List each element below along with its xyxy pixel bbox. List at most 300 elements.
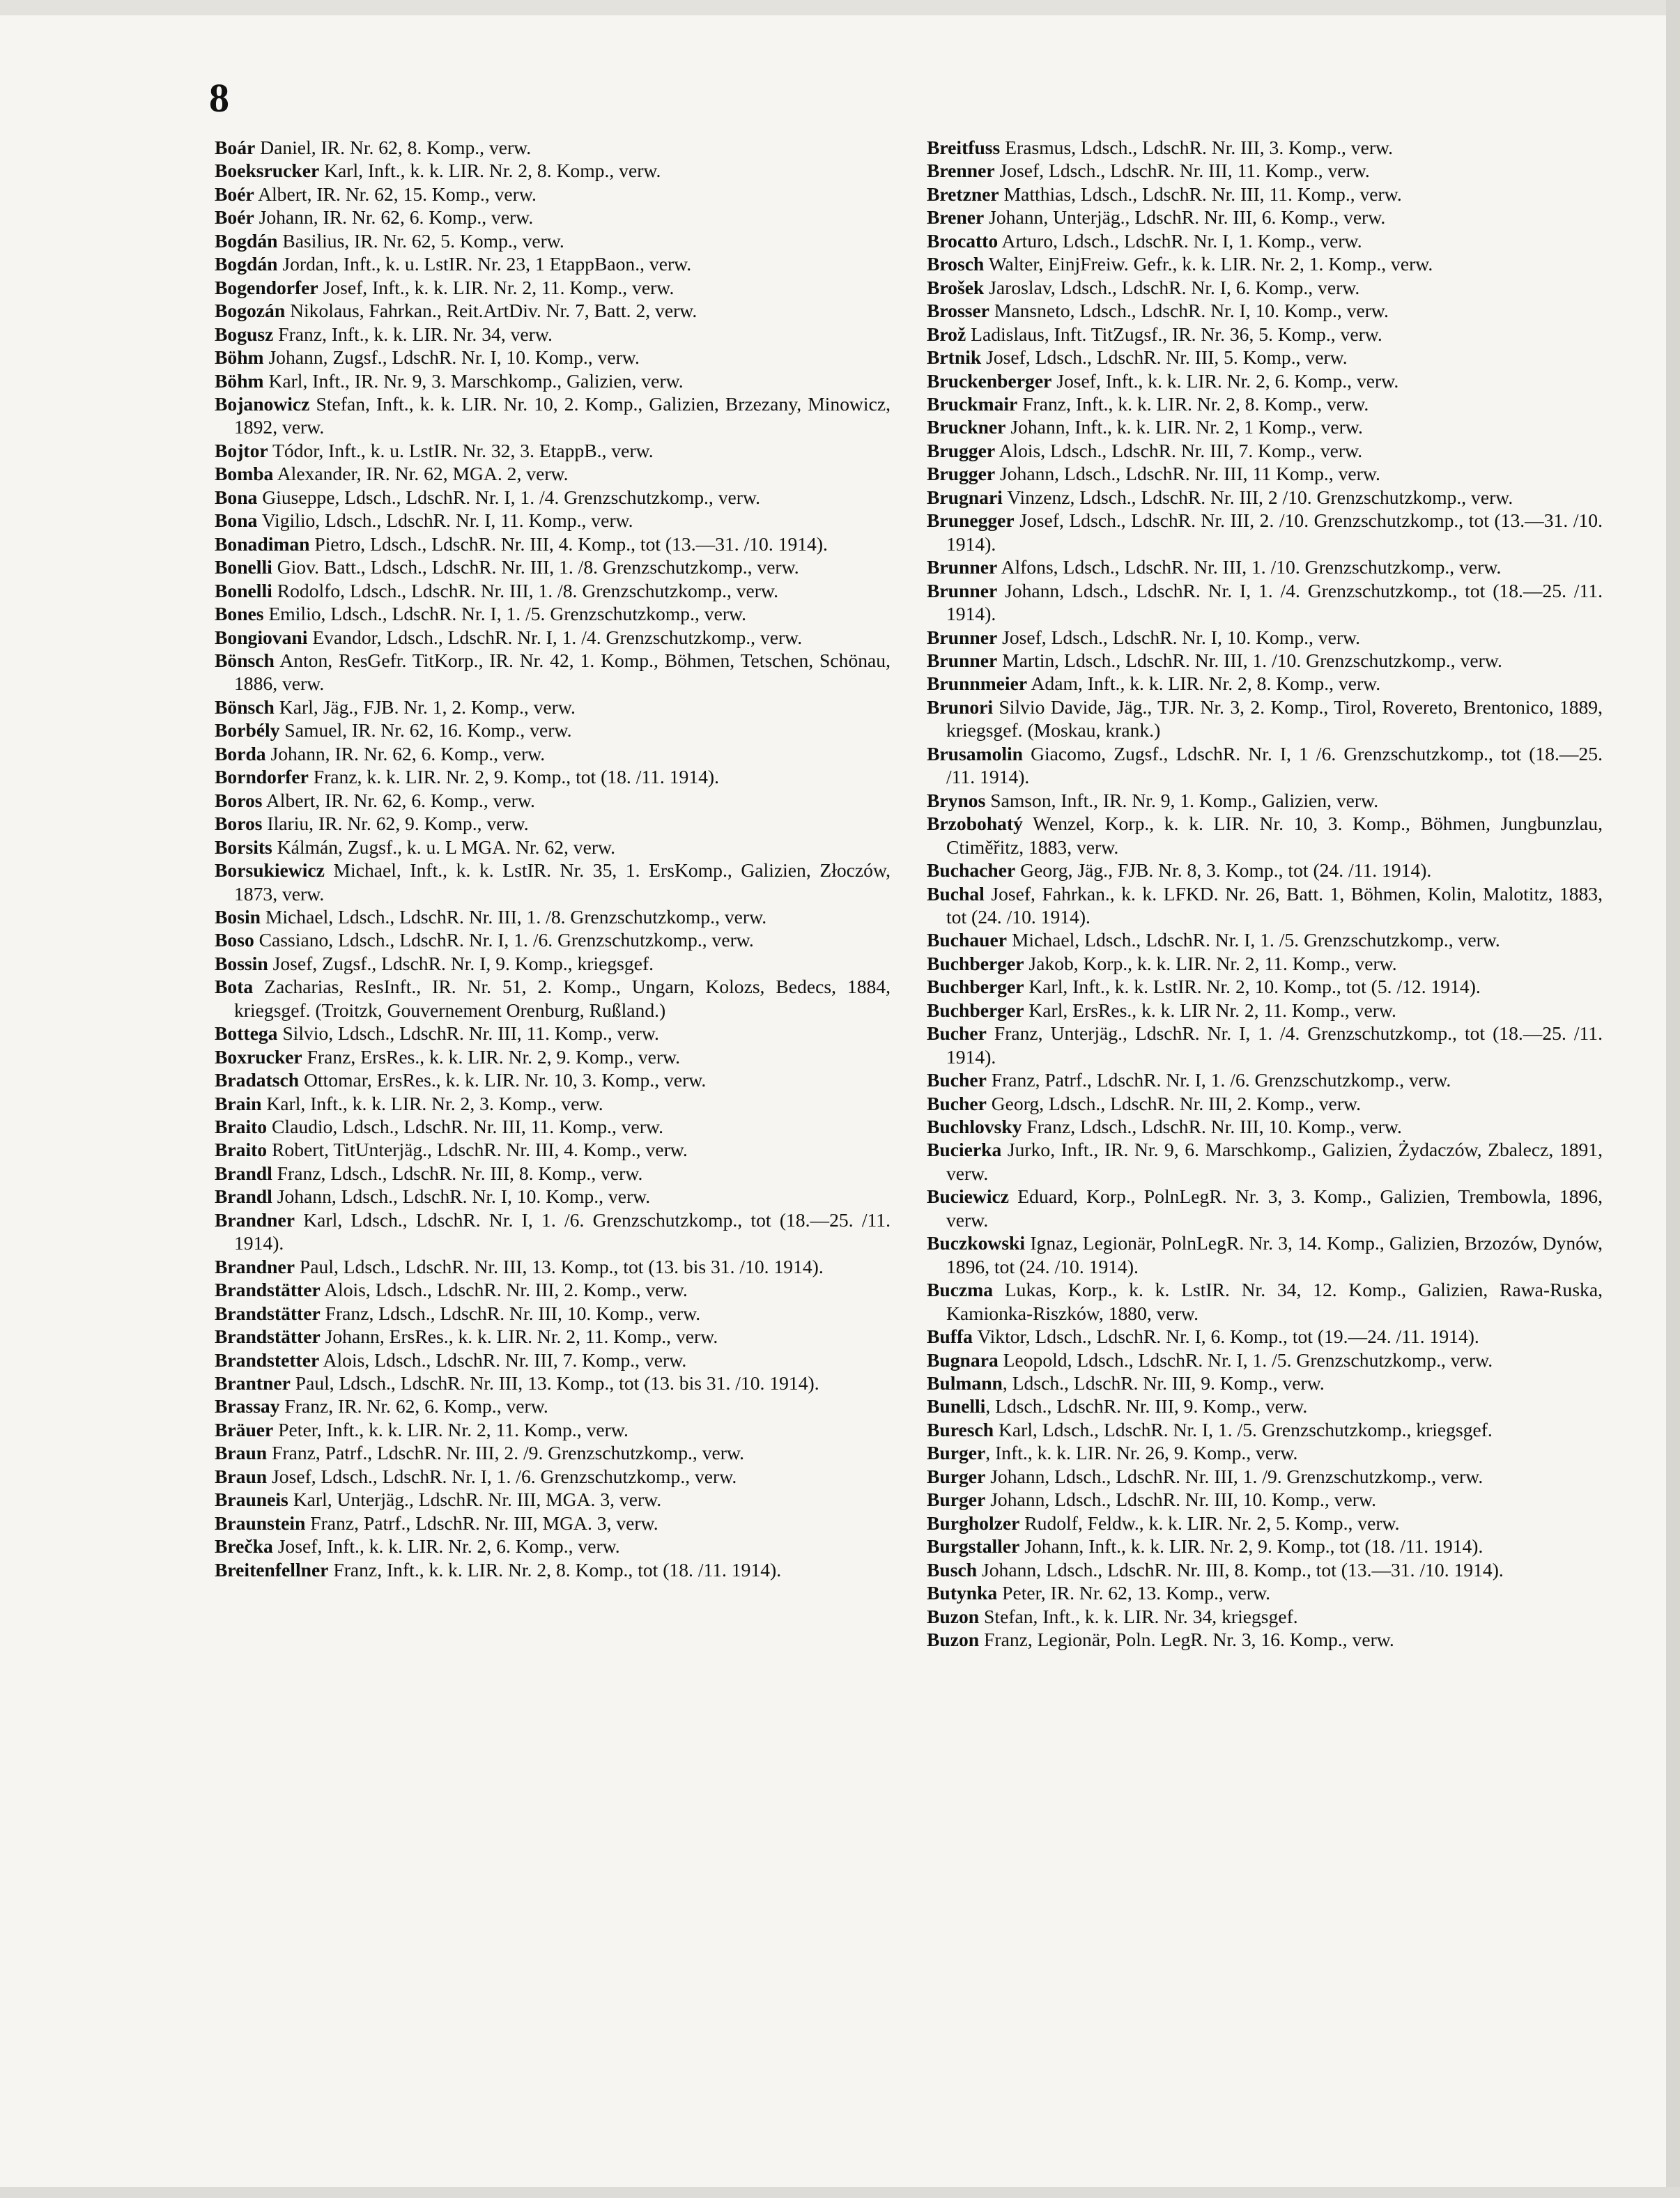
entry-surname: Burger xyxy=(927,1489,986,1511)
entry-details: Georg, Jäg., FJB. Nr. 8, 3. Komp., tot (24. /11. 1914). xyxy=(1015,859,1432,882)
entry xyxy=(215,1255,891,1278)
entry-details: Karl, Ldsch., LdschR. Nr. I, 1. /5. Grenzschutzkomp., kriegsgef. xyxy=(994,1418,1493,1440)
entry xyxy=(215,718,891,741)
entry-surname: Borndorfer xyxy=(215,766,309,788)
entry xyxy=(927,952,1603,975)
entry xyxy=(927,1278,1603,1325)
entry xyxy=(927,1512,1603,1535)
entry xyxy=(215,252,891,275)
entry-details: Franz, Patrf., LdschR. Nr. I, 1. /6. Grenzschutzkomp., verw. xyxy=(986,1069,1451,1091)
entry-surname: Bradatsch xyxy=(215,1069,300,1091)
entry-details: Paul, Ldsch., LdschR. Nr. III, 13. Komp., tot (13. bis 31. /10. 1914). xyxy=(294,1255,824,1277)
entry-details: Franz, k. k. LIR. Nr. 2, 9. Komp., tot (18. /11. 1914). xyxy=(308,766,720,788)
entry-surname: Bottega xyxy=(215,1022,278,1045)
entry-surname: Borsukiewicz xyxy=(215,859,325,882)
scan-edge-bottom xyxy=(0,2187,1680,2198)
entry-details: Alois, Ldsch., LdschR. Nr. III, 7. Komp., verw. xyxy=(995,439,1363,461)
entry-details: Samson, Inft., IR. Nr. 9, 1. Komp., Galizien, verw. xyxy=(985,789,1379,811)
entry-surname: Bräuer xyxy=(215,1418,274,1440)
entry xyxy=(215,1302,891,1325)
entry-surname: Buzon xyxy=(927,1605,980,1627)
entry-surname: Burgstaller xyxy=(927,1535,1020,1558)
entry xyxy=(215,159,891,182)
entry-surname: Bonelli xyxy=(215,579,272,601)
entry-details: Silvio, Ldsch., LdschR. Nr. III, 11. Komp., verw. xyxy=(277,1022,659,1045)
entry xyxy=(927,392,1603,415)
entry-details: Josef, Fahrkan., k. k. LFKD. Nr. 26, Batt. 1, Böhmen, Kolin, Malotitz, 1883, tot (24. /10. 1914). xyxy=(946,882,1603,928)
entry xyxy=(927,183,1603,206)
entry xyxy=(215,859,891,905)
entry-surname: Brandstätter xyxy=(215,1279,321,1301)
entry-details: Giacomo, Zugsf., LdschR. Nr. I, 1 /6. Grenzschutzkomp., tot (18.—25. /11. 1914). xyxy=(946,742,1603,788)
entry xyxy=(215,695,891,718)
entry-details: Daniel, IR. Nr. 62, 8. Komp., verw. xyxy=(255,137,532,158)
entry-surname: Buzon xyxy=(927,1629,980,1650)
entry-surname: Boros xyxy=(215,813,263,835)
entry xyxy=(927,136,1603,159)
entry xyxy=(927,999,1603,1022)
entry-details: Josef, Inft., k. k. LIR. Nr. 2, 6. Komp., verw. xyxy=(272,1535,620,1558)
entry-surname: Böhm xyxy=(215,346,264,369)
entry-details: Johann, Inft., k. k. LIR. Nr. 2, 9. Komp., tot (18. /11. 1914). xyxy=(1019,1535,1484,1558)
entry-details: Emilio, Ldsch., LdschR. Nr. I, 1. /5. Grenzschutzkomp., verw. xyxy=(263,603,747,625)
entry-surname: Buresch xyxy=(927,1418,994,1440)
entry-surname: Brunner xyxy=(927,579,998,601)
entry-surname: Bönsch xyxy=(215,695,275,718)
entry xyxy=(927,439,1603,462)
entry xyxy=(927,462,1603,485)
entry-details: Alois, Ldsch., LdschR. Nr. III, 7. Komp., verw. xyxy=(319,1348,687,1371)
entry-details: Nikolaus, Fahrkan., Reit.ArtDiv. Nr. 7, Batt. 2, verw. xyxy=(285,300,698,322)
entry xyxy=(927,695,1603,742)
entry-surname: Brocatto xyxy=(927,229,999,252)
entry-details: Jaroslav, Ldsch., LdschR. Nr. I, 6. Komp., verw. xyxy=(984,276,1360,298)
entry xyxy=(215,462,891,485)
entry-details: Erasmus, Ldsch., LdschR. Nr. III, 3. Komp., verw. xyxy=(1000,137,1394,158)
entry-surname: Breitenfellner xyxy=(215,1558,329,1581)
entry xyxy=(215,346,891,369)
entry-details: Franz, Ldsch., LdschR. Nr. III, 10. Komp., verw. xyxy=(320,1302,701,1324)
entry xyxy=(927,975,1603,998)
entry-details: Franz, Inft., k. k. LIR. Nr. 2, 8. Komp., tot (18. /11. 1914). xyxy=(328,1558,782,1581)
entry-surname: Breitfuss xyxy=(927,137,1001,158)
entry xyxy=(927,1558,1603,1581)
entry-details: Karl, Ldsch., LdschR. Nr. I, 1. /6. Grenzschutzkomp., tot (18.—25. /11. 1914). xyxy=(234,1208,891,1254)
entry-details: Paul, Ldsch., LdschR. Nr. III, 13. Komp., tot (13. bis 31. /10. 1914). xyxy=(290,1372,819,1394)
entry xyxy=(927,486,1603,509)
entry-surname: Bucierka xyxy=(927,1139,1002,1161)
entry xyxy=(215,136,891,159)
entry xyxy=(927,415,1603,438)
entry-surname: Brunori xyxy=(927,695,994,718)
entry xyxy=(927,649,1603,672)
entry-surname: Butynka xyxy=(927,1582,998,1604)
left-column xyxy=(215,136,891,1581)
entry xyxy=(215,392,891,439)
entry-details: Josef, Zugsf., LdschR. Nr. I, 9. Komp., kriegsgef. xyxy=(268,952,654,974)
entry-details: Rodolfo, Ldsch., LdschR. Nr. III, 1. /8. Grenzschutzkomp., verw. xyxy=(272,579,779,601)
entry-details: Johann, Ldsch., LdschR. Nr. III, 1. /9. Grenzschutzkomp., verw. xyxy=(985,1465,1484,1487)
entry-details: Silvio Davide, Jäg., TJR. Nr. 3, 2. Komp., Tirol, Rovereto, Brentonico, 1889, kriegsgef. (Moskau, krank.) xyxy=(946,695,1603,741)
entry-details: Jakob, Korp., k. k. LIR. Nr. 2, 11. Komp., verw. xyxy=(1024,952,1397,974)
entry xyxy=(927,1138,1603,1185)
entry-surname: Bojtor xyxy=(215,439,268,461)
entry-details: Viktor, Ldsch., LdschR. Nr. I, 6. Komp., tot (19.—24. /11. 1914). xyxy=(972,1325,1479,1348)
entry xyxy=(215,1208,891,1255)
entry-surname: Brož xyxy=(927,323,966,345)
entry xyxy=(927,1394,1603,1417)
entry xyxy=(927,369,1603,392)
entry-surname: Buchberger xyxy=(927,952,1024,974)
entry-details: Karl, Inft., k. k. LIR. Nr. 2, 8. Komp., verw. xyxy=(319,160,661,182)
entry-details: Wenzel, Korp., k. k. LIR. Nr. 10, 3. Komp., Böhmen, Jungbunzlau, Ctiměřitz, 1883, verw. xyxy=(946,813,1603,858)
entry xyxy=(927,1371,1603,1394)
entry-surname: Brandstätter xyxy=(215,1325,321,1348)
entry-details: Johann, IR. Nr. 62, 6. Komp., verw. xyxy=(254,206,534,229)
entry-surname: Boxrucker xyxy=(215,1045,302,1068)
entry xyxy=(215,183,891,206)
entry xyxy=(215,905,891,928)
entry-details: Stefan, Inft., k. k. LIR. Nr. 34, kriegsgef. xyxy=(979,1605,1298,1627)
entry xyxy=(927,206,1603,229)
entry-surname: Brečka xyxy=(215,1535,273,1558)
entry-surname: Brain xyxy=(215,1092,262,1114)
entry-details: Karl, Inft., k. k. LstIR. Nr. 2, 10. Komp., tot (5. /12. 1914). xyxy=(1024,976,1481,998)
entry-surname: Bongiovani xyxy=(215,626,308,648)
entry-surname: Brassay xyxy=(215,1395,280,1417)
entry xyxy=(215,952,891,975)
entry-surname: Brandner xyxy=(215,1208,295,1231)
entry-surname: Buchlovsky xyxy=(927,1116,1022,1138)
entry-details: Peter, IR. Nr. 62, 13. Komp., verw. xyxy=(997,1582,1271,1604)
entry xyxy=(927,299,1603,322)
entry xyxy=(927,1605,1603,1628)
entry xyxy=(215,789,891,812)
entry-surname: Brandl xyxy=(215,1162,272,1184)
entry-details: Michael, Inft., k. k. LstIR. Nr. 35, 1. ErsKomp., Galizien, Złoczów, 1873, verw. xyxy=(234,859,891,905)
entry-details: Alexander, IR. Nr. 62, MGA. 2, verw. xyxy=(273,463,569,485)
entry xyxy=(927,812,1603,859)
entry-surname: Bucher xyxy=(927,1069,987,1091)
entry xyxy=(215,1138,891,1161)
entry-surname: Buffa xyxy=(927,1325,973,1348)
entry-surname: Braun xyxy=(215,1442,268,1464)
entry-surname: Brauneis xyxy=(215,1489,288,1511)
entry xyxy=(927,159,1603,182)
entry-details: Johann, Ldsch., LdschR. Nr. III, 8. Komp., tot (13.—31. /10. 1914). xyxy=(977,1558,1504,1581)
entry xyxy=(215,1115,891,1138)
entry-surname: Brunnmeier xyxy=(927,673,1028,695)
entry-details: Vigilio, Ldsch., LdschR. Nr. I, 11. Komp., verw. xyxy=(257,509,633,532)
entry-surname: Bota xyxy=(215,976,254,998)
entry xyxy=(927,882,1603,929)
entry xyxy=(215,1022,891,1045)
entry-surname: Bönsch xyxy=(215,649,275,671)
entry xyxy=(215,975,891,1022)
entry-surname: Brantner xyxy=(215,1372,291,1394)
entry-details: Alfons, Ldsch., LdschR. Nr. III, 1. /10. Grenzschutzkomp., verw. xyxy=(997,556,1502,578)
entry xyxy=(215,742,891,765)
entry xyxy=(215,765,891,788)
entry-surname: Boár xyxy=(215,137,256,158)
entry-details: Karl, Inft., IR. Nr. 9, 3. Marschkomp., Galizien, verw. xyxy=(263,369,684,392)
entry-details: Mansneto, Ldsch., LdschR. Nr. I, 10. Komp., verw. xyxy=(989,300,1389,322)
entry-surname: Borda xyxy=(215,742,266,764)
entry-details: Giov. Batt., Ldsch., LdschR. Nr. III, 1. /8. Grenzschutzkomp., verw. xyxy=(272,556,799,578)
entry-surname: Buchberger xyxy=(927,999,1024,1021)
entry-surname: Bugnara xyxy=(927,1348,999,1371)
entry xyxy=(927,928,1603,951)
entry-details: Franz, Legionär, Poln. LegR. Nr. 3, 16. Komp., verw. xyxy=(979,1629,1394,1650)
entry-details: Karl, ErsRes., k. k. LIR Nr. 2, 11. Komp., verw. xyxy=(1024,999,1396,1021)
entry-details: Johann, Ldsch., LdschR. Nr. III, 11 Komp., verw. xyxy=(995,463,1380,485)
entry-details: Claudio, Ldsch., LdschR. Nr. III, 11. Komp., verw. xyxy=(267,1116,664,1138)
entry xyxy=(215,1465,891,1488)
entry xyxy=(927,1488,1603,1511)
entry-details: Johann, ErsRes., k. k. LIR. Nr. 2, 11. Komp., verw. xyxy=(320,1325,718,1348)
entry-surname: Boeksrucker xyxy=(215,160,320,182)
entry xyxy=(215,1092,891,1115)
entry xyxy=(215,1348,891,1371)
entry-details: Josef, Ldsch., LdschR. Nr. I, 1. /6. Grenzschutzkomp., verw. xyxy=(267,1465,737,1487)
entry-surname: Bucher xyxy=(927,1092,987,1114)
entry xyxy=(215,486,891,509)
entry-details: Basilius, IR. Nr. 62, 5. Komp., verw. xyxy=(277,229,564,252)
entry xyxy=(215,812,891,835)
entry-details: Adam, Inft., k. k. LIR. Nr. 2, 8. Komp., verw. xyxy=(1027,673,1381,695)
entry-details: Georg, Ldsch., LdschR. Nr. III, 2. Komp., verw. xyxy=(986,1092,1362,1114)
entry xyxy=(215,1558,891,1581)
entry-surname: Brandl xyxy=(215,1185,272,1208)
entry-details: Johann, Unterjäg., LdschR. Nr. III, 6. Komp., verw. xyxy=(984,206,1386,229)
entry xyxy=(927,276,1603,299)
entry-surname: Braito xyxy=(215,1116,268,1138)
entry-surname: Bogusz xyxy=(215,323,274,345)
entry-surname: Brunner xyxy=(927,556,998,578)
entry-surname: Brusamolin xyxy=(927,742,1023,764)
entry xyxy=(927,579,1603,626)
entry xyxy=(215,229,891,252)
entry-surname: Boér xyxy=(215,183,254,205)
entry-surname: Bojanowicz xyxy=(215,392,310,415)
entry xyxy=(215,299,891,322)
entry xyxy=(927,1231,1603,1278)
entry-details: Stefan, Inft., k. k. LIR. Nr. 10, 2. Komp., Galizien, Brzezany, Minowicz, 1892, verw. xyxy=(234,392,891,438)
entry xyxy=(215,1278,891,1301)
entry-details: Albert, IR. Nr. 62, 6. Komp., verw. xyxy=(262,789,535,811)
entry-surname: Brošek xyxy=(927,276,985,298)
entry-surname: Bogdán xyxy=(215,253,278,275)
entry-surname: Bosin xyxy=(215,905,261,928)
entry xyxy=(927,1022,1603,1068)
entry-details: Ottomar, ErsRes., k. k. LIR. Nr. 10, 3. Komp., verw. xyxy=(299,1069,707,1091)
entry-details: Samuel, IR. Nr. 62, 16. Komp., verw. xyxy=(279,719,572,741)
entry-surname: Brener xyxy=(927,206,985,229)
entry xyxy=(927,1068,1603,1091)
entry-surname: Brynos xyxy=(927,789,986,811)
entry-surname: Bogozán xyxy=(215,300,286,322)
entry-details: Franz, Ldsch., LdschR. Nr. III, 8. Komp., verw. xyxy=(272,1162,643,1184)
entry xyxy=(927,1348,1603,1371)
entry-details: Franz, Inft., k. k. LIR. Nr. 2, 8. Komp., verw. xyxy=(1017,392,1369,415)
entry-details: Albert, IR. Nr. 62, 15. Komp., verw. xyxy=(254,183,537,205)
entry xyxy=(215,555,891,578)
entry-surname: Bonadiman xyxy=(215,532,310,555)
entry xyxy=(927,1115,1603,1138)
scan-edge-top xyxy=(0,0,1680,15)
scan-edge-right xyxy=(1666,0,1680,2198)
entry-surname: Burgholzer xyxy=(927,1512,1020,1534)
entry-details: Josef, Inft., k. k. LIR. Nr. 2, 6. Komp., verw. xyxy=(1051,369,1399,392)
entry-surname: Borbély xyxy=(215,719,280,741)
entry xyxy=(927,1535,1603,1558)
entry-surname: Brunner xyxy=(927,649,998,671)
entry xyxy=(215,1418,891,1441)
entry xyxy=(215,532,891,555)
entry-surname: Borsits xyxy=(215,836,272,858)
entry-surname: Bona xyxy=(215,509,258,532)
entry xyxy=(927,323,1603,346)
entry-details: Ilariu, IR. Nr. 62, 9. Komp., verw. xyxy=(262,813,529,835)
entry xyxy=(215,1162,891,1185)
entry-surname: Braun xyxy=(215,1465,268,1487)
entry-surname: Bona xyxy=(215,486,258,508)
entry-details: Johann, IR. Nr. 62, 6. Komp., verw. xyxy=(265,742,546,764)
entry xyxy=(215,1068,891,1091)
entry-details: Anton, ResGefr. TitKorp., IR. Nr. 42, 1. Komp., Böhmen, Tetschen, Schönau, 1886, verw. xyxy=(234,649,891,695)
entry xyxy=(927,742,1603,789)
entry xyxy=(215,836,891,859)
entry xyxy=(927,1465,1603,1488)
entry-details: Cassiano, Ldsch., LdschR. Nr. I, 1. /6. Grenzschutzkomp., verw. xyxy=(254,929,754,951)
entry-details: Karl, Jäg., FJB. Nr. 1, 2. Komp., verw. xyxy=(274,695,576,718)
entry-details: Josef, Ldsch., LdschR. Nr. III, 2. /10. Grenzschutzkomp., tot (13.—31. /10. 1914). xyxy=(946,509,1603,555)
entry xyxy=(927,1418,1603,1441)
entry xyxy=(215,1394,891,1417)
entry xyxy=(215,1045,891,1068)
entry-surname: Braito xyxy=(215,1139,268,1161)
entry xyxy=(215,1325,891,1348)
entry xyxy=(927,626,1603,649)
entry-surname: Brugnari xyxy=(927,486,1003,508)
entry-details: Ignaz, Legionär, PolnLegR. Nr. 3, 14. Komp., Galizien, Brzozów, Dynów, 1896, tot (24. /10. 1914). xyxy=(946,1232,1603,1277)
entry-surname: Bulmann xyxy=(927,1372,1003,1394)
entry-surname: Boso xyxy=(215,929,254,951)
entry-surname: Bonelli xyxy=(215,556,272,578)
entry-details: Franz, Ldsch., LdschR. Nr. III, 10. Komp., verw. xyxy=(1022,1116,1402,1138)
entry-details: Franz, Patrf., LdschR. Nr. III, MGA. 3, verw. xyxy=(305,1512,658,1534)
entry-details: Vinzenz, Ldsch., LdschR. Nr. III, 2 /10. Grenzschutzkomp., verw. xyxy=(1002,486,1513,508)
entry xyxy=(927,1092,1603,1115)
entry-details: Eduard, Korp., PolnLegR. Nr. 3, 3. Komp., Galizien, Trembowla, 1896, verw. xyxy=(946,1185,1603,1231)
entry-details: Johann, Zugsf., LdschR. Nr. I, 10. Komp., verw. xyxy=(263,346,640,369)
entry-details: Ladislaus, Inft. TitZugsf., IR. Nr. 36, 5. Komp., verw. xyxy=(966,323,1382,345)
entry xyxy=(215,1441,891,1464)
entry-details: Michael, Ldsch., LdschR. Nr. III, 1. /8. Grenzschutzkomp., verw. xyxy=(260,905,767,928)
entry-surname: Bruckmair xyxy=(927,392,1018,415)
entry xyxy=(927,1441,1603,1464)
entry-details: Josef, Ldsch., LdschR. Nr. III, 11. Komp., verw. xyxy=(994,160,1370,182)
entry-details: Rudolf, Feldw., k. k. LIR. Nr. 2, 5. Komp., verw. xyxy=(1019,1512,1400,1534)
entry xyxy=(927,1581,1603,1604)
entry xyxy=(215,1512,891,1535)
entry xyxy=(927,229,1603,252)
entry xyxy=(215,1535,891,1558)
entry-details: Johann, Ldsch., LdschR. Nr. III, 10. Komp., verw. xyxy=(985,1489,1377,1511)
entry xyxy=(215,1185,891,1208)
entry-surname: Bretzner xyxy=(927,183,999,205)
entry-surname: Bogendorfer xyxy=(215,276,318,298)
entry xyxy=(927,252,1603,275)
entry xyxy=(215,1371,891,1394)
entry-surname: Burger xyxy=(927,1442,986,1464)
entry-surname: Bogdán xyxy=(215,229,278,252)
entry-details: Franz, ErsRes., k. k. LIR. Nr. 2, 9. Komp., verw. xyxy=(302,1045,681,1068)
entry-surname: Brandstätter xyxy=(215,1302,321,1324)
entry-details: Peter, Inft., k. k. LIR. Nr. 2, 11. Komp., verw. xyxy=(273,1418,629,1440)
entry-details: Karl, Unterjäg., LdschR. Nr. III, MGA. 3, verw. xyxy=(288,1489,662,1511)
entry-surname: Brandstetter xyxy=(215,1348,320,1371)
entry-details: Robert, TitUnterjäg., LdschR. Nr. III, 4. Komp., verw. xyxy=(267,1139,688,1161)
entry-surname: Brzobohatý xyxy=(927,813,1023,835)
entry-details: , Ldsch., LdschR. Nr. III, 9. Komp., verw. xyxy=(985,1395,1308,1417)
entry-details: Jordan, Inft., k. u. LstIR. Nr. 23, 1 EtappBaon., verw. xyxy=(277,253,692,275)
entry-details: Johann, Inft., k. k. LIR. Nr. 2, 1 Komp., verw. xyxy=(1005,416,1363,438)
entry-surname: Brunegger xyxy=(927,509,1015,532)
entry-surname: Brugger xyxy=(927,439,996,461)
entry-surname: Bossin xyxy=(215,952,268,974)
entry-surname: Boros xyxy=(215,789,263,811)
entry-details: Tódor, Inft., k. u. LstIR. Nr. 32, 3. EtappB., verw. xyxy=(268,439,654,461)
entry-details: Josef, Ldsch., LdschR. Nr. I, 10. Komp., verw. xyxy=(997,626,1361,648)
entry-details: Josef, Inft., k. k. LIR. Nr. 2, 11. Komp., verw. xyxy=(318,276,675,298)
entry-surname: Braunstein xyxy=(215,1512,306,1534)
entry xyxy=(927,555,1603,578)
entry xyxy=(927,789,1603,812)
entry xyxy=(215,323,891,346)
entry-surname: Buczma xyxy=(927,1279,994,1301)
entry-details: Evandor, Ldsch., LdschR. Nr. I, 1. /4. Grenzschutzkomp., verw. xyxy=(307,626,803,648)
entry-surname: Bruckenberger xyxy=(927,369,1052,392)
entry-details: Lukas, Korp., k. k. LstIR. Nr. 34, 12. Komp., Galizien, Rawa-Ruska, Kamionka-Riszków, 1880, verw. xyxy=(946,1279,1603,1324)
entry-details: , Ldsch., LdschR. Nr. III, 9. Komp., verw. xyxy=(1002,1372,1325,1394)
entry-details: Franz, IR. Nr. 62, 6. Komp., verw. xyxy=(279,1395,548,1417)
entry-details: Franz, Unterjäg., LdschR. Nr. I, 1. /4. Grenzschutzkomp., tot (18.—25. /11. 1914). xyxy=(946,1022,1603,1068)
entry xyxy=(927,1185,1603,1231)
entry-surname: Bunelli xyxy=(927,1395,986,1417)
entry-details: Martin, Ldsch., LdschR. Nr. III, 1. /10. Grenzschutzkomp., verw. xyxy=(997,649,1502,671)
entry-surname: Bones xyxy=(215,603,264,625)
entry-surname: Brunner xyxy=(927,626,998,648)
entry-details: , Inft., k. k. LIR. Nr. 26, 9. Komp., verw. xyxy=(985,1442,1298,1464)
entry xyxy=(215,579,891,602)
entry-details: Walter, EinjFreiw. Gefr., k. k. LIR. Nr. 2, 1. Komp., verw. xyxy=(984,253,1433,275)
entry-surname: Boér xyxy=(215,206,254,229)
page-number: 8 xyxy=(209,75,229,121)
entry-details: Alois, Ldsch., LdschR. Nr. III, 2. Komp., verw. xyxy=(320,1279,688,1301)
entry-details: Franz, Patrf., LdschR. Nr. III, 2. /9. Grenzschutzkomp., verw. xyxy=(267,1442,744,1464)
entry-surname: Brugger xyxy=(927,463,996,485)
entry xyxy=(927,1628,1603,1651)
entry-surname: Brenner xyxy=(927,160,995,182)
entry-details: Karl, Inft., k. k. LIR. Nr. 2, 3. Komp., verw. xyxy=(261,1092,603,1114)
entry-details: Josef, Ldsch., LdschR. Nr. III, 5. Komp., verw. xyxy=(981,346,1348,369)
entry-surname: Buciewicz xyxy=(927,1185,1010,1208)
entry-details: Giuseppe, Ldsch., LdschR. Nr. I, 1. /4. Grenzschutzkomp., verw. xyxy=(257,486,760,508)
entry-details: Arturo, Ldsch., LdschR. Nr. I, 1. Komp., verw. xyxy=(998,229,1362,252)
entry xyxy=(215,626,891,649)
entry xyxy=(927,346,1603,369)
